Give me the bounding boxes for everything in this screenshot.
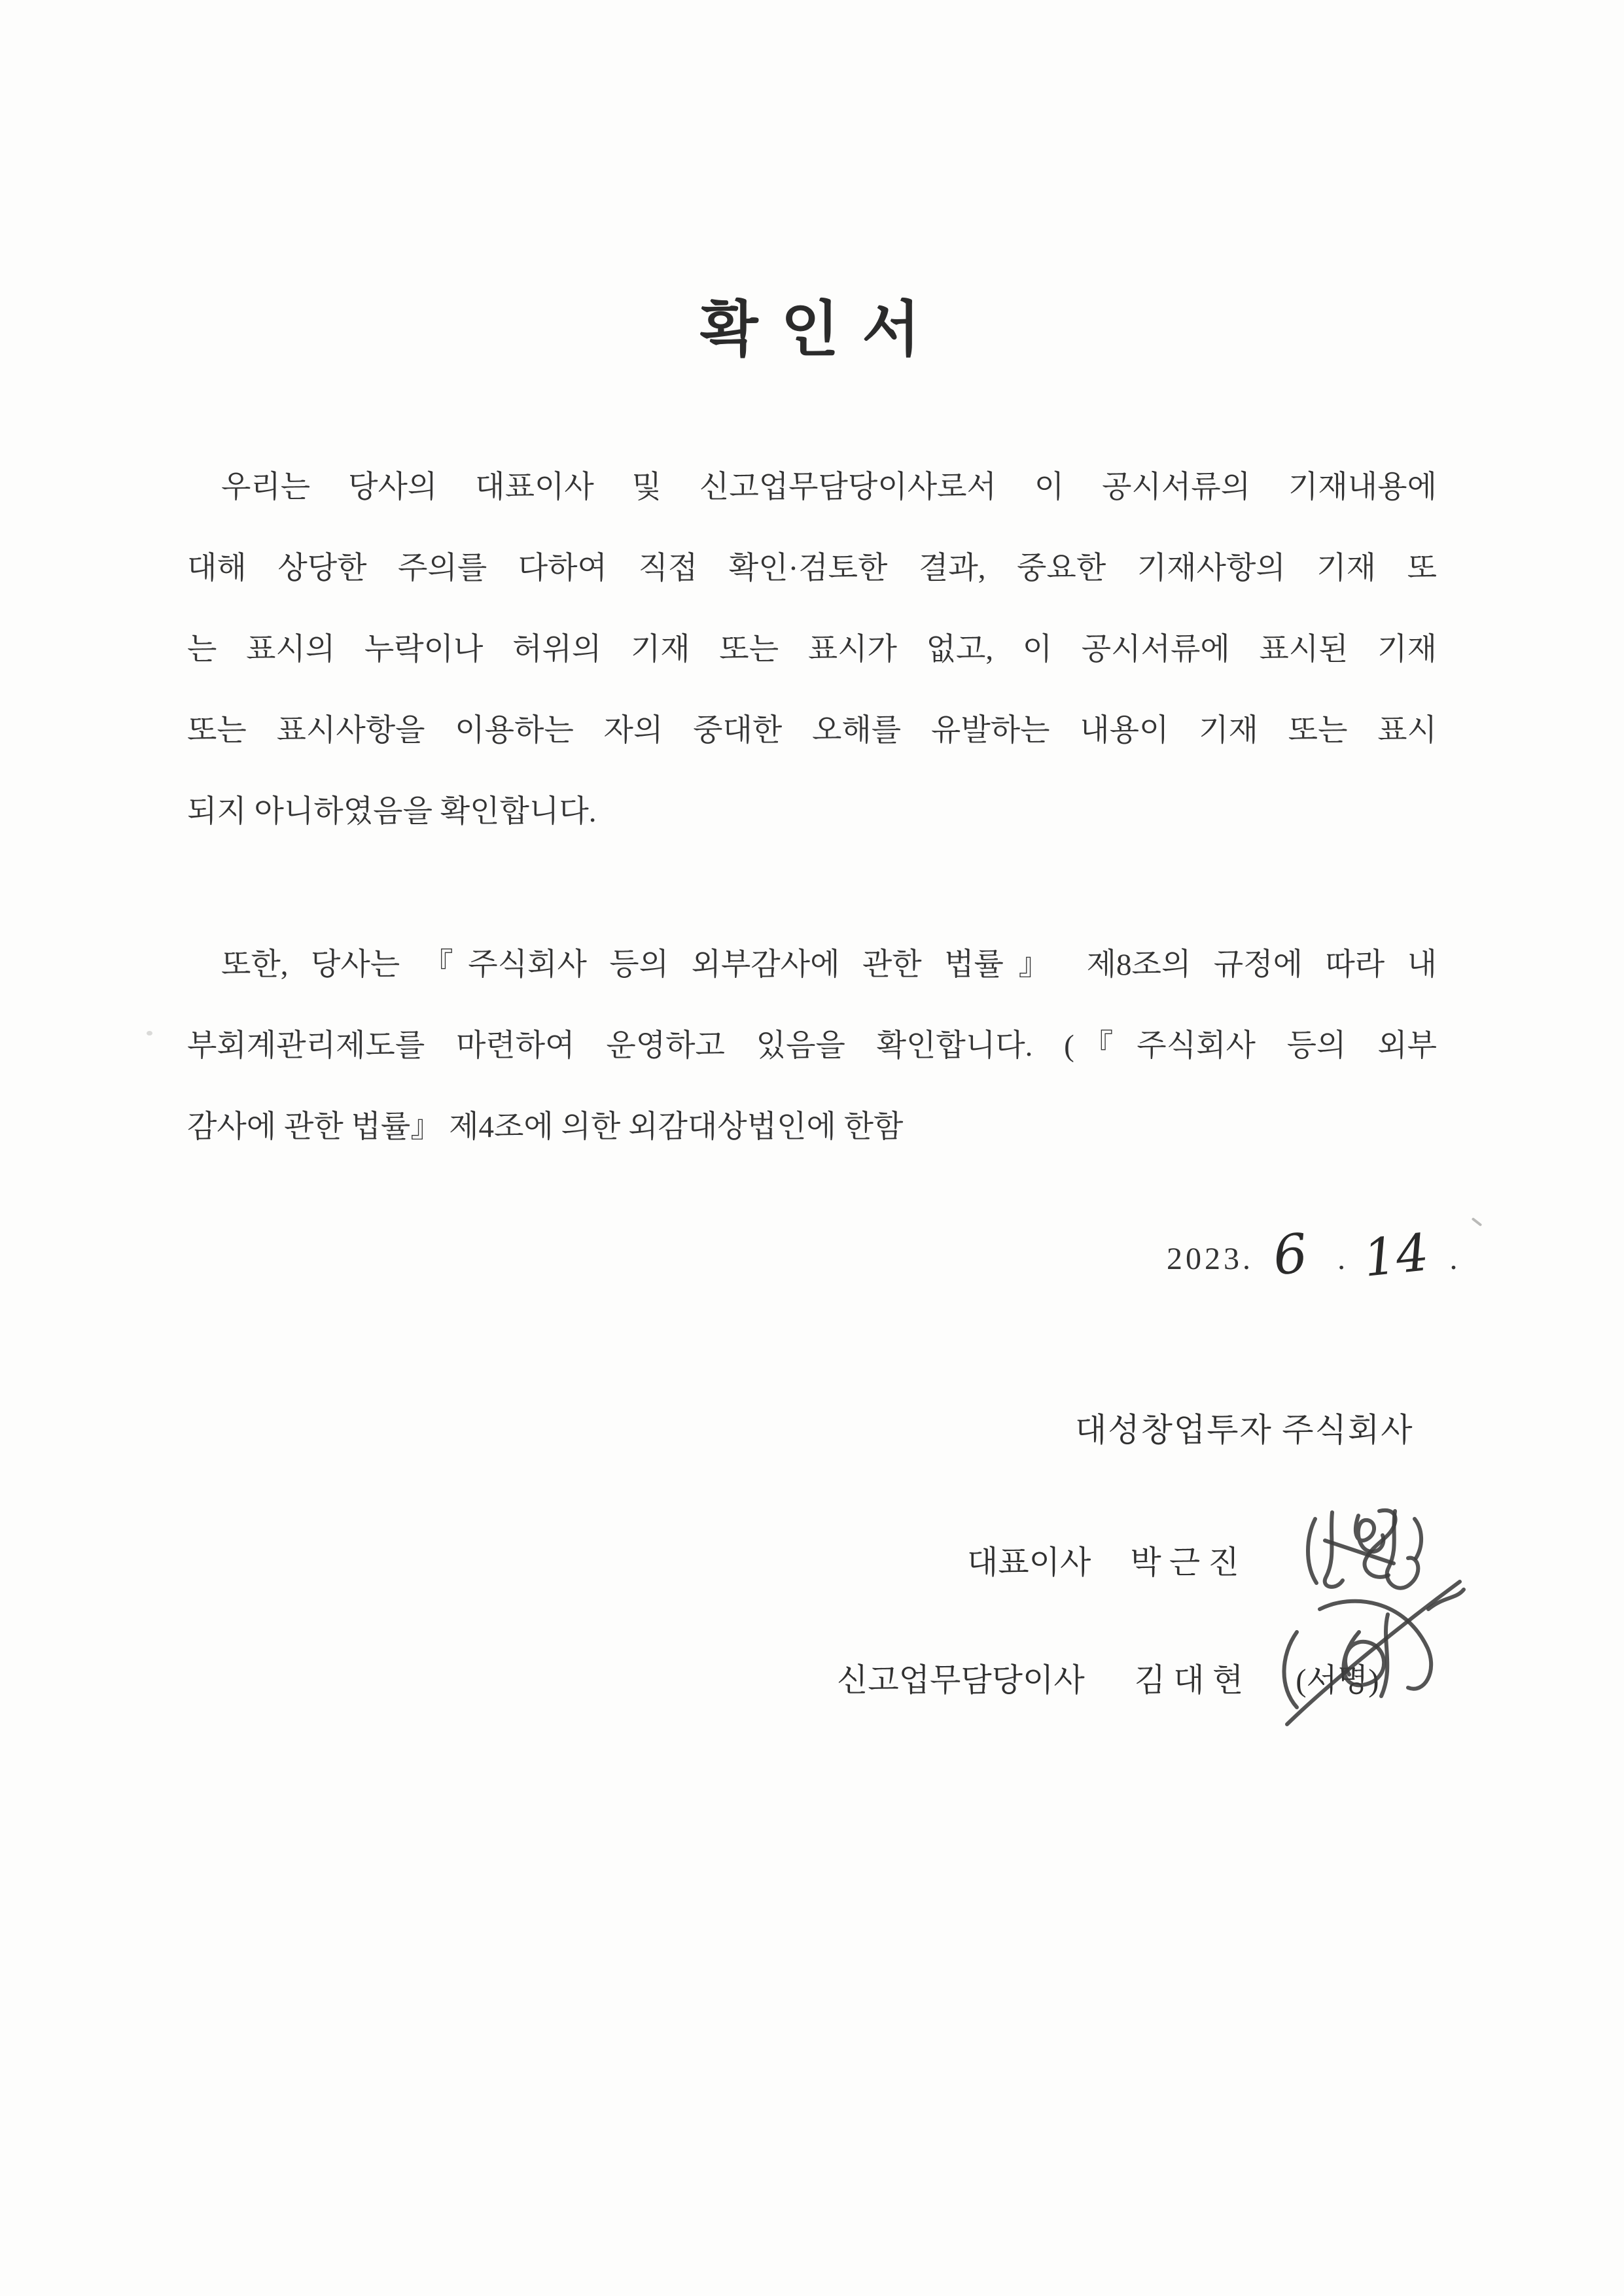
date-dot-1: . (1337, 1242, 1346, 1276)
paragraph2-line-3: 감사에 관한 법률』 제4조에 의한 외감대상법인에 한함 (187, 1110, 904, 1144)
paragraph1-line-2: 대해 상당한 주의를 다하여 직접 확인·검토한 결과, 중요한 기재사항의 기재 또 (187, 551, 1437, 585)
date-line (1167, 1222, 1458, 1289)
ceo-signature-line (967, 1537, 1239, 1583)
ceo-name: 박 근 진 (1130, 1544, 1239, 1580)
paragraph1-line-4: 또는 표시사항을 이용하는 자의 중대한 오해를 유발하는 내용이 기재 또는 표시 (187, 714, 1437, 748)
officer-name: 김 대 현 (1134, 1662, 1244, 1698)
paragraph1-line-1: 우리는 당사의 대표이사 및 신고업무담당이사로서 이 공시서류의 기재내용에 (221, 470, 1437, 504)
paragraph-2 (187, 924, 1437, 1168)
paragraph1-line-3: 는 표시의 누락이나 허위의 기재 또는 표시가 없고, 이 공시서류에 표시된 기재 (187, 633, 1437, 667)
officer-signature-note: (서명) (1296, 1662, 1379, 1698)
date-year: 2023. (1167, 1242, 1254, 1276)
scan-speck (147, 1031, 152, 1035)
officer-signature (1260, 1569, 1475, 1732)
paragraph1-line-5: 되지 아니하였음을 확인합니다. (187, 795, 597, 829)
paragraph2-line-2: 부회계관리제도를 마련하여 운영하고 있음을 확인합니다. (『주식회사 등의 외부 (187, 1029, 1437, 1063)
date-day-handwritten: 14 (1360, 1223, 1432, 1289)
date-dot-2: . (1449, 1242, 1458, 1276)
officer-title-label: 신고업무담당이사 (837, 1662, 1085, 1698)
date-month-handwritten: 6 (1270, 1222, 1311, 1288)
paragraph-1 (187, 447, 1437, 852)
company-name: 대성창업투자 주식회사 (1075, 1412, 1414, 1448)
ceo-title-label: 대표이사 (967, 1544, 1091, 1580)
page-title: 확 인 서 (699, 296, 925, 363)
scan-speck (1472, 1217, 1483, 1226)
paragraph2-line-1: 또한, 당사는 『주식회사 등의 외부감사에 관한 법률』 제8조의 규정에 따라 내 (221, 948, 1437, 982)
